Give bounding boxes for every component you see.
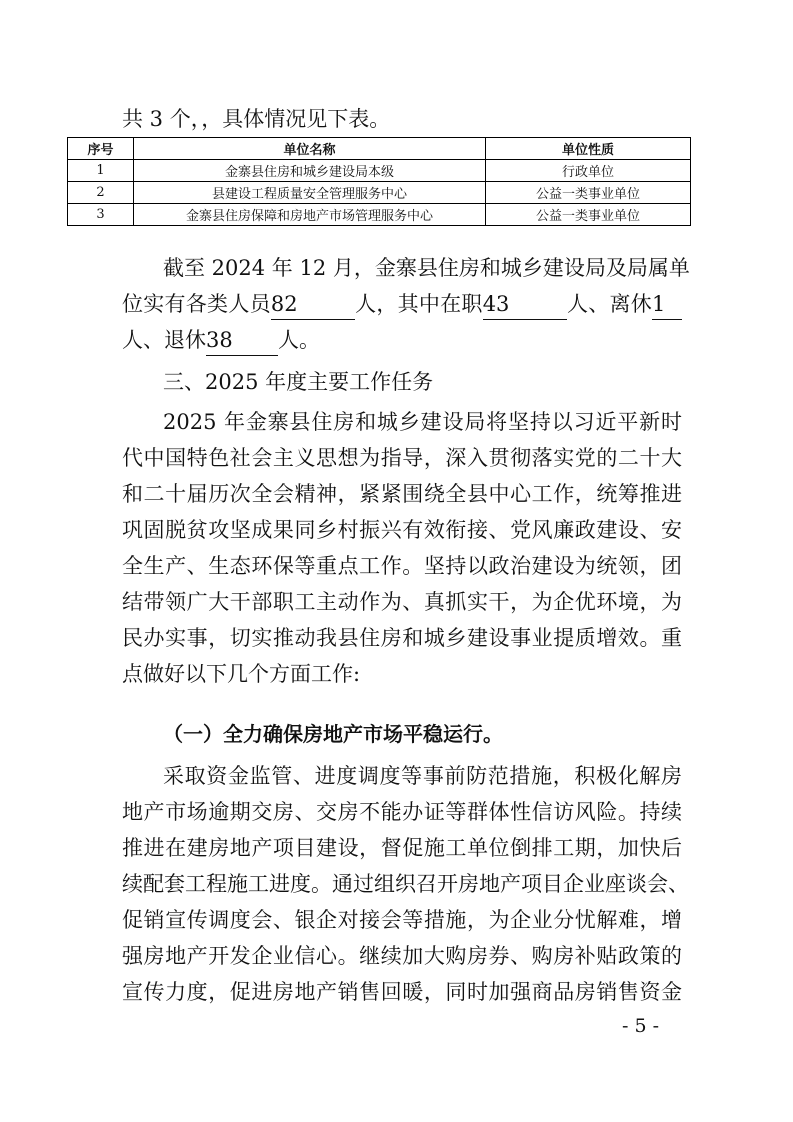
section-title: 三、2025 年度主要工作任务 xyxy=(163,370,434,394)
para1-line: 代中国特色社会主义思想为指导，深入贯彻落实党的二十大 xyxy=(122,446,682,470)
staff-text: 人、退休 xyxy=(122,328,206,352)
table-row xyxy=(68,182,691,204)
staff-line-1: 截至 2024 年 12 月，金寨县住房和城乡建设局及局属单 xyxy=(163,256,690,280)
cell-unit-name: 金寨县住房和城乡建设局本级 xyxy=(134,160,486,182)
para2-line: 推进在建房地产项目建设，督促施工单位倒排工期，加快后 xyxy=(122,836,682,860)
total-staff-value: 82 xyxy=(271,289,355,320)
table-header-row xyxy=(68,138,691,160)
subheading: （一）全力确保房地产市场平稳运行。 xyxy=(163,722,503,746)
para1-line: 结带领广大干部职工主动作为、真抓实干，为企优环境，为 xyxy=(122,590,682,614)
cell-index: 2 xyxy=(68,182,134,204)
intro-line: 共 3 个，，具体情况见下表。 xyxy=(122,107,391,131)
para1-line: 点做好以下几个方面工作: xyxy=(122,662,361,686)
para1-line: 全生产、生态环保等重点工作。坚持以政治建设为统领，团 xyxy=(122,554,682,578)
para2-line: 地产市场逾期交房、交房不能办证等群体性信访风险。持续 xyxy=(122,800,682,824)
table-row xyxy=(68,160,691,182)
para2-line: 促销宣传调度会、银企对接会等措施，为企业分忧解难，增 xyxy=(122,908,682,932)
para1-line: 和二十届历次全会精神，紧紧围绕全县中心工作，统筹推进 xyxy=(122,482,682,506)
staff-line-2 xyxy=(122,286,682,322)
cell-index: 1 xyxy=(68,160,134,182)
staff-text: 人，其中在职 xyxy=(354,292,483,316)
header-unit-type: 单位性质 xyxy=(485,138,690,160)
cell-index: 3 xyxy=(68,204,134,226)
cell-unit-type: 公益一类事业单位 xyxy=(485,182,690,204)
retired-staff-value: 38 xyxy=(206,325,278,356)
active-staff-value: 43 xyxy=(483,289,567,320)
header-index: 序号 xyxy=(68,138,134,160)
cell-unit-type: 公益一类事业单位 xyxy=(485,204,690,226)
header-unit-name: 单位名称 xyxy=(134,138,486,160)
para1-line: 民办实事，切实推动我县住房和城乡建设事业提质增效。重 xyxy=(122,626,682,650)
para2-line: 续配套工程施工进度。通过组织召开房地产项目企业座谈会、 xyxy=(122,872,689,896)
staff-text: 位实有各类人员 xyxy=(122,292,271,316)
cell-unit-type: 行政单位 xyxy=(485,160,690,182)
table-row xyxy=(68,204,691,226)
para2-line: 采取资金监管、进度调度等事前防范措施，积极化解房 xyxy=(163,764,682,788)
staff-text: 人。 xyxy=(278,328,320,352)
staff-line-3 xyxy=(122,322,682,358)
para2-line: 强房地产开发企业信心。继续加大购房券、购房补贴政策的 xyxy=(122,944,682,968)
cell-unit-name: 金寨县住房保障和房地产市场管理服务中心 xyxy=(134,204,486,226)
units-table xyxy=(67,137,691,226)
staff-text: 人、离休 xyxy=(566,292,653,316)
retired-cadre-value: 1 xyxy=(652,289,682,320)
para1-line: 2025 年金寨县住房和城乡建设局将坚持以习近平新时 xyxy=(163,410,682,434)
para1-line: 巩固脱贫攻坚成果同乡村振兴有效衔接、党风廉政建设、安 xyxy=(122,518,682,542)
cell-unit-name: 县建设工程质量安全管理服务中心 xyxy=(134,182,486,204)
para2-line: 宣传力度，促进房地产销售回暖，同时加强商品房销售资金 xyxy=(122,980,682,1004)
page-number: - 5 - xyxy=(622,1015,660,1037)
